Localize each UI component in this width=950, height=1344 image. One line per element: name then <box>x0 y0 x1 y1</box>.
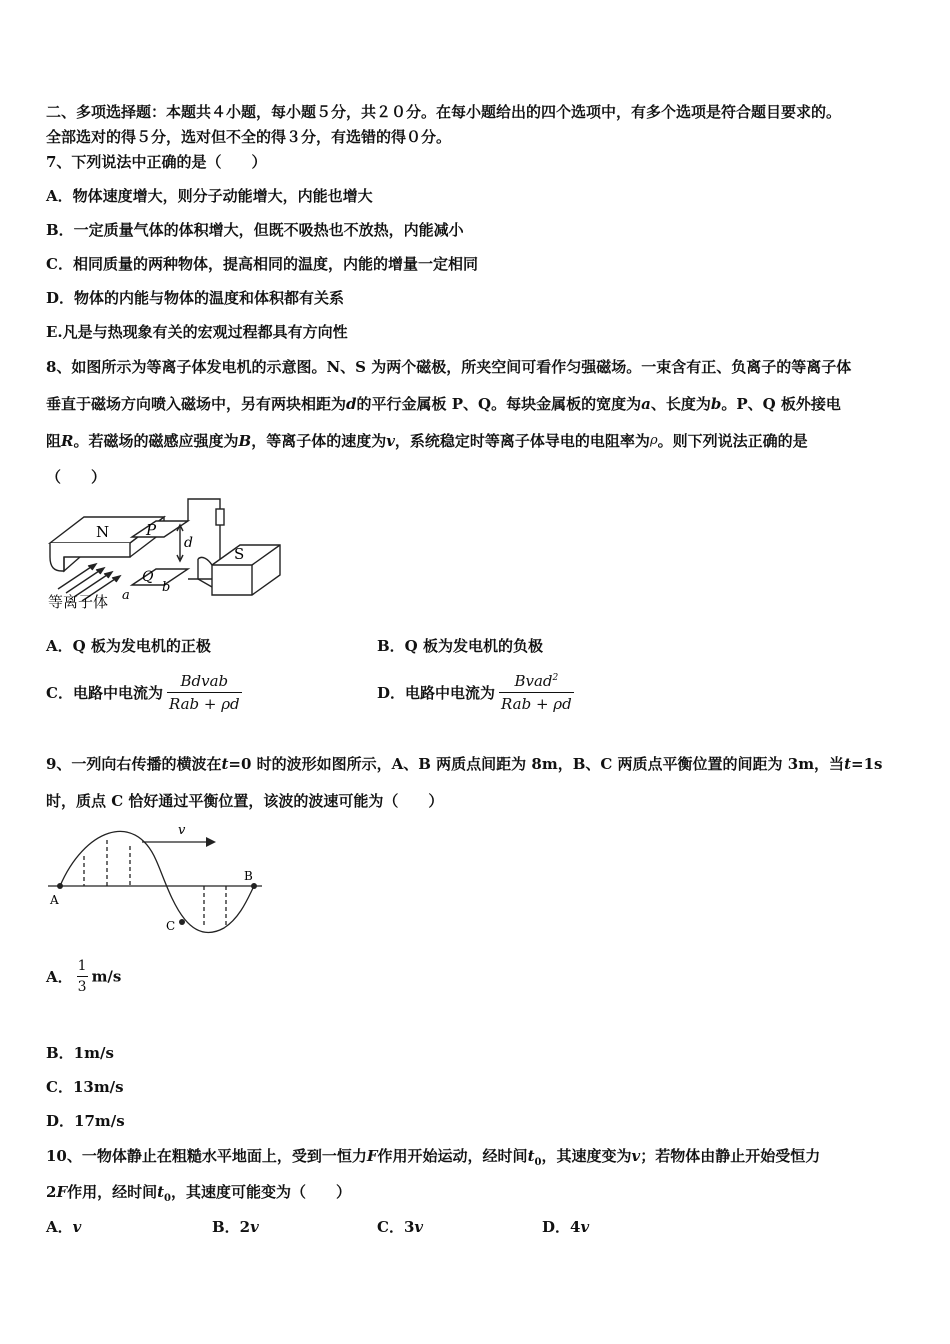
q7-option-b: B．一定质量气体的体积增大，但既不吸热也不放热，内能减小 <box>46 221 464 239</box>
fraction-d: $\frac{Bvad^2}{\text{Rab + ρd}}$ <box>501 672 572 713</box>
q8-stem-line2: 垂直于磁场方向喷入磁场中，另有两块相距为d的平行金属板 P、Q。每块金属板的宽度为a、长度为b。P、Q 板外接电 <box>46 395 841 413</box>
label-a: a <box>122 588 130 603</box>
wave-label-c: C <box>166 919 176 933</box>
q8-stem-line3: 阻R。若磁场的磁感应强度为B，等离子体的速度为v，系统稳定时等离子体导电的电阻率为ρ。则下列说法正确的是 <box>46 432 808 450</box>
wave-figure <box>44 820 268 938</box>
q9-stem-line1: 9、一列向右传播的横波在t=0 时的波形如图所示，A、B 两质点间距为 8m，B、C 两质点平衡位置的间距为 3m，当t=1s <box>46 755 883 773</box>
figure-caption: 等离子体 <box>48 593 109 611</box>
q9-option-d: D．17m/s <box>46 1112 125 1130</box>
q8-option-b: B．Q 板为发电机的负极 <box>377 637 543 655</box>
q7-option-a: A．物体速度增大，则分子动能增大，内能也增大 <box>46 187 373 205</box>
label-q: Q <box>142 569 154 585</box>
q8-answer-paren: （ ） <box>46 468 107 486</box>
q9-option-b: B．1m/s <box>46 1044 114 1062</box>
section-header-line1: 二、多项选择题：本题共４小题，每小题５分，共２０分。在每小题给出的四个选项中，有多个选项是符合题目要求的。 <box>46 103 842 121</box>
q7-option-c: C．相同质量的两种物体，提高相同的温度，内能的增量一定相同 <box>46 255 478 273</box>
fraction-c: $\frac{\text{Bdvab}}{\text{Rab + ρd}}$ <box>168 672 240 713</box>
q8-option-d: D．电路中电流为 $\frac{Bvad^2}{\text{Rab + ρd}}$ <box>377 672 572 713</box>
q9-option-c: C．13m/s <box>46 1078 124 1096</box>
section-header-line2: 全部选对的得５分，选对但不全的得３分，有选错的得０分。 <box>46 128 452 146</box>
wave-label-a: A <box>50 893 59 907</box>
label-p: P <box>146 521 157 539</box>
label-b: b <box>162 580 171 595</box>
q9-option-a: A． $\frac{1}{3}$ m/s <box>46 958 122 995</box>
q10-option-c: C．3v <box>377 1218 424 1236</box>
q8-option-c: C．电路中电流为 $\frac{\text{Bdvab}}{\text{Rab + ρd}}$ <box>46 672 240 713</box>
fraction-one-third: $\frac{1}{3}$ <box>77 958 87 995</box>
q8-option-a: A．Q 板为发电机的正极 <box>46 637 211 655</box>
label-n: N <box>96 523 110 541</box>
q10-stem-line1: 10、一物体静止在粗糙水平地面上，受到一恒力F作用开始运动，经时间$t_0$，其速度变为v；若物体由静止开始受恒力 <box>46 1147 821 1168</box>
plasma-generator-figure <box>44 495 294 615</box>
q7-stem: 7、下列说法中正确的是（ ） <box>46 153 267 171</box>
q10-option-d: D．4v <box>542 1218 590 1236</box>
q10-option-a: A．v <box>46 1218 82 1236</box>
q9-stem-line2: 时，质点 C 恰好通过平衡位置，该波的波速可能为（ ） <box>46 792 444 810</box>
q7-option-d: D．物体的内能与物体的温度和体积都有关系 <box>46 289 345 307</box>
q10-option-b: B．2v <box>212 1218 259 1236</box>
q10-stem-line2: 2F作用，经时间$t_0$，其速度可能变为（ ） <box>46 1183 352 1204</box>
label-d: d <box>184 535 193 551</box>
label-s: S <box>234 545 245 563</box>
wave-label-v: v <box>178 823 186 838</box>
q7-option-e: E.凡是与热现象有关的宏观过程都具有方向性 <box>46 323 348 341</box>
wave-label-b: B <box>244 869 253 883</box>
q8-stem-line1: 8、如图所示为等离子体发电机的示意图。N、S 为两个磁极，所夹空间可看作匀强磁场。一束含有正、负离子的等离子体 <box>46 358 852 376</box>
